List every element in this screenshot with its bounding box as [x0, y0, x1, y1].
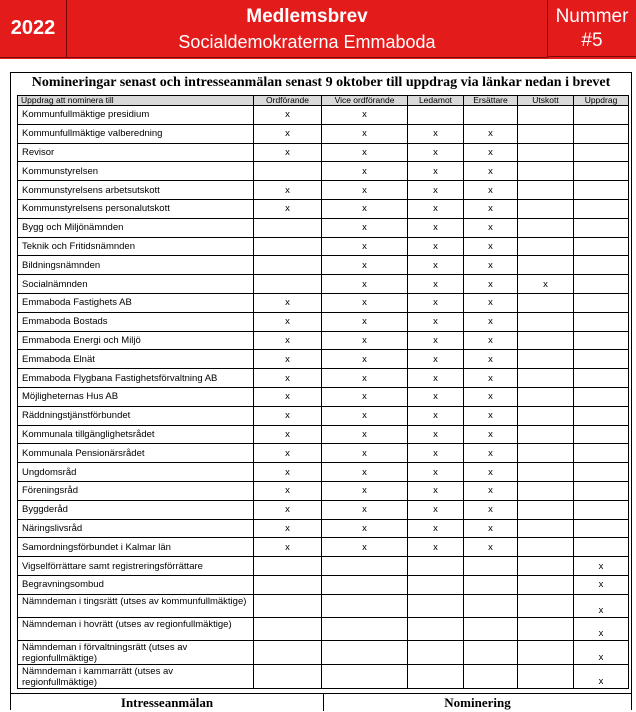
eligibility-mark [254, 575, 322, 594]
table-row [18, 387, 629, 406]
table-row [18, 331, 629, 350]
eligibility-mark: x [322, 481, 408, 500]
assignment-name: Näringslivsråd [18, 519, 254, 538]
eligibility-mark: x [254, 331, 322, 350]
table-row [18, 350, 629, 369]
table-row [18, 406, 629, 425]
assignment-name: Kommunfullmäktige presidium [18, 106, 254, 125]
eligibility-mark [574, 256, 629, 275]
table-row [18, 640, 629, 664]
eligibility-mark [518, 199, 574, 218]
assignment-name: Kommunstyrelsen [18, 162, 254, 181]
eligibility-mark: x [574, 664, 629, 688]
eligibility-mark [322, 617, 408, 640]
eligibility-mark: x [254, 312, 322, 331]
deadline-banner: Nomineringar senast och intresseanmälan senast 9 oktober till uppdrag via länkar nedan i brevet [31, 75, 611, 90]
eligibility-mark: x [408, 463, 464, 482]
eligibility-mark: x [322, 500, 408, 519]
eligibility-mark [518, 617, 574, 640]
eligibility-mark: x [254, 538, 322, 557]
eligibility-mark [464, 617, 518, 640]
eligibility-mark [254, 594, 322, 617]
eligibility-mark [518, 350, 574, 369]
eligibility-mark: x [254, 369, 322, 388]
table-row [18, 143, 629, 162]
eligibility-mark [518, 664, 574, 688]
table-row [18, 218, 629, 237]
eligibility-mark: x [254, 293, 322, 312]
table-row [18, 538, 629, 557]
eligibility-mark [254, 162, 322, 181]
eligibility-mark: x [408, 331, 464, 350]
eligibility-mark [518, 256, 574, 275]
eligibility-mark: x [322, 312, 408, 331]
eligibility-mark [518, 331, 574, 350]
assignment-name: Bildningsnämnden [18, 256, 254, 275]
year-label: 2022 [0, 0, 67, 58]
eligibility-mark [464, 664, 518, 688]
table-row [18, 106, 629, 125]
eligibility-mark: x [408, 218, 464, 237]
eligibility-mark [408, 575, 464, 594]
eligibility-mark [574, 538, 629, 557]
nomination-sheet [10, 72, 632, 710]
table-row [18, 312, 629, 331]
eligibility-mark: x [464, 237, 518, 256]
eligibility-mark: x [254, 425, 322, 444]
nomination-table [17, 95, 629, 689]
assignment-name: Teknik och Fritidsnämnden [18, 237, 254, 256]
assignment-name: Emmaboda Fastighets AB [18, 293, 254, 312]
assignment-name: Föreningsråd [18, 481, 254, 500]
newsletter-title: Medlemsbrev [246, 6, 368, 27]
eligibility-mark [518, 557, 574, 576]
eligibility-mark [518, 218, 574, 237]
eligibility-mark: x [464, 425, 518, 444]
assignment-name: Möjligheternas Hus AB [18, 387, 254, 406]
eligibility-mark [574, 293, 629, 312]
eligibility-mark: x [408, 237, 464, 256]
eligibility-mark: x [464, 406, 518, 425]
eligibility-mark: x [254, 199, 322, 218]
table-row [18, 425, 629, 444]
eligibility-mark [254, 218, 322, 237]
eligibility-mark: x [464, 143, 518, 162]
assignment-name: Byggderåd [18, 500, 254, 519]
eligibility-mark: x [322, 444, 408, 463]
eligibility-mark: x [408, 538, 464, 557]
eligibility-mark [518, 124, 574, 143]
eligibility-mark: x [408, 256, 464, 275]
eligibility-mark [322, 594, 408, 617]
assignment-name: Begravningsombud [18, 575, 254, 594]
eligibility-mark [464, 557, 518, 576]
eligibility-mark [408, 617, 464, 640]
eligibility-mark: x [322, 331, 408, 350]
assignment-name: Samordningsförbundet i Kalmar län [18, 538, 254, 557]
eligibility-mark: x [322, 256, 408, 275]
eligibility-mark: x [408, 425, 464, 444]
eligibility-mark: x [408, 406, 464, 425]
eligibility-mark: x [464, 331, 518, 350]
eligibility-mark: x [254, 181, 322, 200]
table-row [18, 617, 629, 640]
eligibility-mark [574, 369, 629, 388]
eligibility-mark: x [574, 617, 629, 640]
eligibility-mark [574, 124, 629, 143]
eligibility-mark: x [464, 481, 518, 500]
eligibility-mark: x [408, 124, 464, 143]
eligibility-mark [254, 237, 322, 256]
eligibility-mark: x [322, 143, 408, 162]
column-header: Ordförande [254, 96, 322, 106]
footer-bar [11, 693, 631, 711]
eligibility-mark [518, 575, 574, 594]
eligibility-mark: x [408, 519, 464, 538]
eligibility-mark: x [322, 406, 408, 425]
assignment-name: Vigselförrättare samt registreringsförrättare [18, 557, 254, 576]
column-header: Ledamot [408, 96, 464, 106]
eligibility-mark: x [464, 444, 518, 463]
table-row [18, 181, 629, 200]
assignment-name: Emmaboda Elnät [18, 350, 254, 369]
eligibility-mark: x [322, 218, 408, 237]
eligibility-mark: x [518, 275, 574, 294]
assignment-name: Emmaboda Bostads [18, 312, 254, 331]
table-row [18, 444, 629, 463]
eligibility-mark [574, 237, 629, 256]
issue-number-value: #5 [581, 30, 603, 51]
eligibility-mark: x [408, 444, 464, 463]
table-row [18, 664, 629, 688]
eligibility-mark: x [464, 275, 518, 294]
eligibility-mark [322, 664, 408, 688]
eligibility-mark: x [322, 124, 408, 143]
eligibility-mark: x [322, 519, 408, 538]
eligibility-mark [408, 664, 464, 688]
eligibility-mark: x [254, 444, 322, 463]
assignment-name: Bygg och Miljönämnden [18, 218, 254, 237]
eligibility-mark: x [322, 369, 408, 388]
eligibility-mark: x [322, 237, 408, 256]
issue-number [548, 0, 636, 57]
eligibility-mark: x [464, 256, 518, 275]
eligibility-mark: x [408, 500, 464, 519]
eligibility-mark: x [254, 143, 322, 162]
assignment-name: Nämndeman i kammarrätt (utses av regionfullmäktige) [18, 664, 254, 688]
eligibility-mark: x [408, 369, 464, 388]
column-header: Uppdrag [574, 96, 629, 106]
eligibility-mark: x [254, 124, 322, 143]
assignment-name: Kommunala tillgänglighetsrådet [18, 425, 254, 444]
eligibility-mark: x [574, 640, 629, 664]
eligibility-mark: x [254, 106, 322, 125]
eligibility-mark: x [322, 162, 408, 181]
assignment-name: Emmaboda Energi och Miljö [18, 331, 254, 350]
assignment-name: Nämndeman i förvaltningsrätt (utses av regionfullmäktige) [18, 640, 254, 664]
table-row [18, 481, 629, 500]
eligibility-mark: x [464, 218, 518, 237]
eligibility-mark: x [408, 350, 464, 369]
eligibility-mark [574, 143, 629, 162]
nomination-heading: Nominering [444, 695, 511, 710]
eligibility-mark [254, 256, 322, 275]
eligibility-mark: x [254, 463, 322, 482]
table-row [18, 199, 629, 218]
eligibility-mark: x [322, 181, 408, 200]
eligibility-mark [574, 312, 629, 331]
assignment-name: Räddningstjänstförbundet [18, 406, 254, 425]
eligibility-mark [574, 331, 629, 350]
assignment-name: Nämndeman i hovrätt (utses av regionfullmäktige) [18, 617, 254, 640]
eligibility-mark: x [574, 594, 629, 617]
eligibility-mark [518, 594, 574, 617]
eligibility-mark: x [322, 350, 408, 369]
assignment-name: Kommunstyrelsens arbetsutskott [18, 181, 254, 200]
eligibility-mark: x [408, 275, 464, 294]
eligibility-mark [254, 617, 322, 640]
assignment-name: Nämndeman i tingsrätt (utses av kommunfullmäktige) [18, 594, 254, 617]
assignment-name: Socialnämnden [18, 275, 254, 294]
eligibility-mark [408, 557, 464, 576]
eligibility-mark [322, 575, 408, 594]
eligibility-mark [518, 162, 574, 181]
eligibility-mark [322, 640, 408, 664]
eligibility-mark [574, 387, 629, 406]
eligibility-mark [464, 640, 518, 664]
table-row [18, 463, 629, 482]
issue-number-label: Nummer [555, 6, 629, 27]
interest-registration-heading: Intresseanmälan [11, 694, 324, 711]
eligibility-mark: x [408, 143, 464, 162]
eligibility-mark: x [408, 181, 464, 200]
eligibility-mark [322, 557, 408, 576]
eligibility-mark: x [322, 387, 408, 406]
eligibility-mark: x [464, 124, 518, 143]
eligibility-mark [464, 575, 518, 594]
table-row [18, 369, 629, 388]
table-row [18, 594, 629, 617]
eligibility-mark: x [464, 162, 518, 181]
eligibility-mark: x [464, 463, 518, 482]
column-header: Utskott [518, 96, 574, 106]
table-row [18, 500, 629, 519]
eligibility-mark [518, 387, 574, 406]
eligibility-mark: x [322, 275, 408, 294]
eligibility-mark [518, 369, 574, 388]
eligibility-mark: x [254, 500, 322, 519]
eligibility-mark [574, 444, 629, 463]
eligibility-mark [464, 594, 518, 617]
table-row [18, 519, 629, 538]
eligibility-mark: x [322, 293, 408, 312]
eligibility-mark [254, 275, 322, 294]
table-row [18, 124, 629, 143]
eligibility-mark [574, 406, 629, 425]
assignment-name: Revisor [18, 143, 254, 162]
eligibility-mark: x [408, 387, 464, 406]
eligibility-mark [254, 557, 322, 576]
newsletter-subtitle: Socialdemokraterna Emmaboda [178, 32, 436, 52]
eligibility-mark: x [254, 387, 322, 406]
eligibility-mark: x [464, 538, 518, 557]
eligibility-mark: x [464, 199, 518, 218]
eligibility-mark [518, 519, 574, 538]
eligibility-mark: x [464, 293, 518, 312]
eligibility-mark [518, 106, 574, 125]
table-header-row [18, 96, 629, 106]
column-header: Uppdrag att nominera till [18, 96, 254, 106]
eligibility-mark [574, 481, 629, 500]
eligibility-mark: x [464, 519, 518, 538]
eligibility-mark: x [322, 199, 408, 218]
eligibility-mark [574, 350, 629, 369]
eligibility-mark [518, 143, 574, 162]
eligibility-mark [408, 640, 464, 664]
eligibility-mark [574, 275, 629, 294]
eligibility-mark [254, 640, 322, 664]
eligibility-mark: x [408, 481, 464, 500]
eligibility-mark [518, 312, 574, 331]
eligibility-mark: x [254, 481, 322, 500]
eligibility-mark: x [464, 181, 518, 200]
table-row [18, 237, 629, 256]
eligibility-mark [464, 106, 518, 125]
eligibility-mark [518, 538, 574, 557]
newsletter-header [0, 0, 636, 59]
table-row [18, 275, 629, 294]
eligibility-mark [574, 106, 629, 125]
assignment-name: Ungdomsråd [18, 463, 254, 482]
eligibility-mark [574, 425, 629, 444]
eligibility-mark: x [322, 538, 408, 557]
eligibility-mark: x [254, 406, 322, 425]
table-row [18, 256, 629, 275]
eligibility-mark: x [464, 369, 518, 388]
eligibility-mark: x [464, 312, 518, 331]
eligibility-mark: x [254, 350, 322, 369]
eligibility-mark: x [322, 463, 408, 482]
eligibility-mark: x [408, 199, 464, 218]
eligibility-mark: x [464, 350, 518, 369]
column-header: Vice ordförande [322, 96, 408, 106]
eligibility-mark [574, 162, 629, 181]
eligibility-mark: x [408, 293, 464, 312]
eligibility-mark [408, 594, 464, 617]
table-row [18, 162, 629, 181]
eligibility-mark: x [322, 106, 408, 125]
assignment-name: Kommunstyrelsens personalutskott [18, 199, 254, 218]
eligibility-mark [574, 519, 629, 538]
eligibility-mark: x [408, 162, 464, 181]
eligibility-mark [518, 425, 574, 444]
assignment-name: Kommunfullmäktige valberedning [18, 124, 254, 143]
eligibility-mark [574, 199, 629, 218]
eligibility-mark [518, 481, 574, 500]
table-row [18, 575, 629, 594]
eligibility-mark [254, 664, 322, 688]
table-row [18, 557, 629, 576]
eligibility-mark [518, 640, 574, 664]
eligibility-mark [518, 444, 574, 463]
eligibility-mark: x [464, 387, 518, 406]
eligibility-mark: x [574, 575, 629, 594]
title-block [67, 0, 548, 58]
eligibility-mark [518, 406, 574, 425]
eligibility-mark [518, 237, 574, 256]
eligibility-mark: x [464, 500, 518, 519]
eligibility-mark [518, 500, 574, 519]
assignment-name: Kommunala Pensionärsrådet [18, 444, 254, 463]
eligibility-mark [518, 181, 574, 200]
eligibility-mark [408, 106, 464, 125]
eligibility-mark: x [574, 557, 629, 576]
eligibility-mark: x [322, 425, 408, 444]
eligibility-mark [518, 293, 574, 312]
column-header: Ersättare [464, 96, 518, 106]
table-row [18, 293, 629, 312]
eligibility-mark [574, 500, 629, 519]
eligibility-mark [518, 463, 574, 482]
assignment-name: Emmaboda Flygbana Fastighetsförvaltning AB [18, 369, 254, 388]
eligibility-mark: x [254, 519, 322, 538]
eligibility-mark: x [408, 312, 464, 331]
eligibility-mark [574, 463, 629, 482]
eligibility-mark [574, 181, 629, 200]
eligibility-mark [574, 218, 629, 237]
